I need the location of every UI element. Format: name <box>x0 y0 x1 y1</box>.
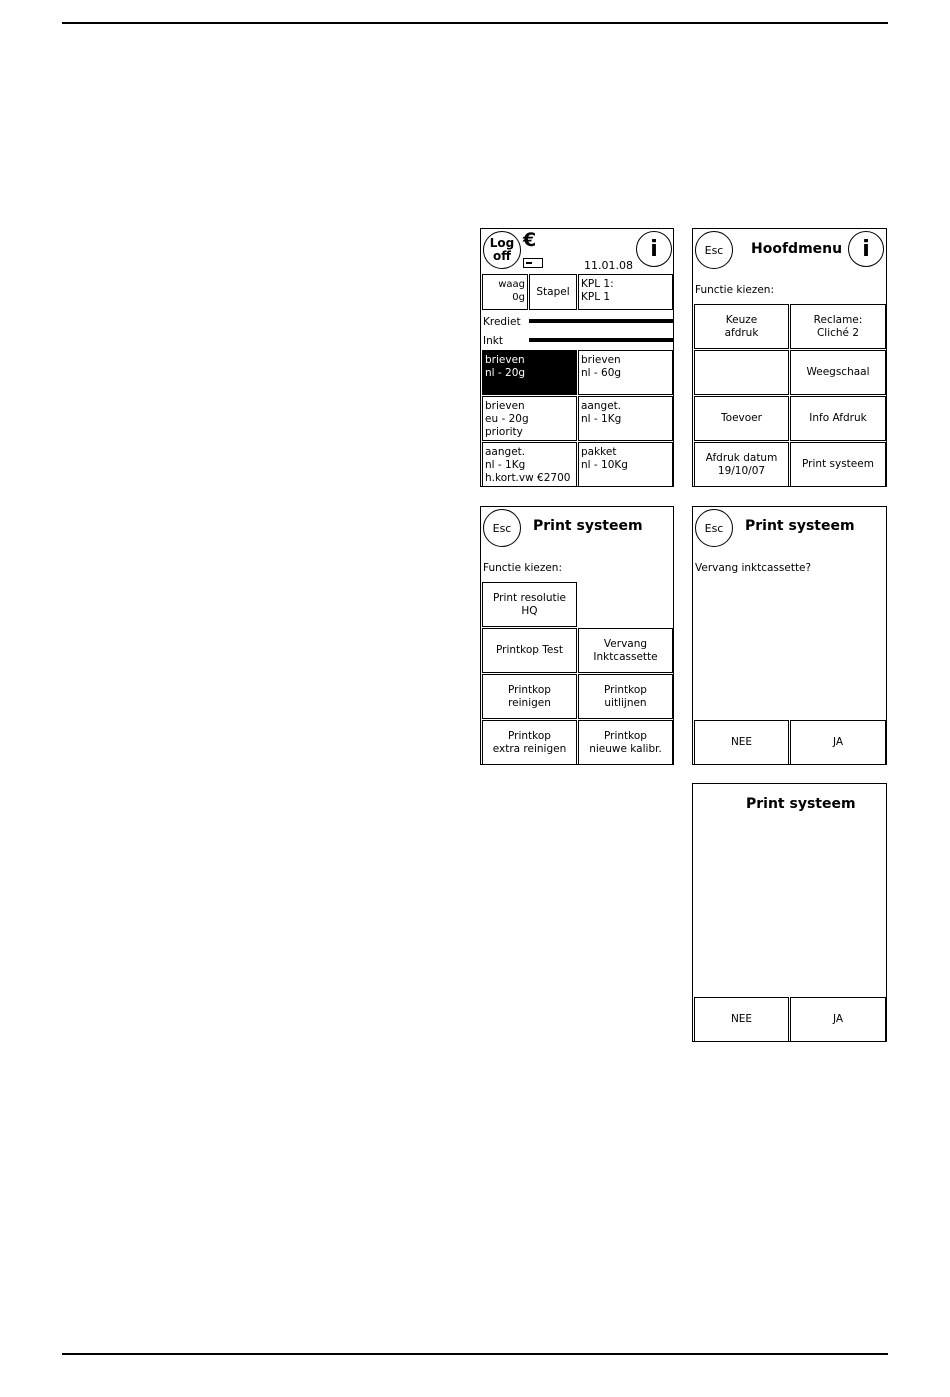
preset-tile[interactable]: aanget. nl - 1Kg h.kort.vw €2700 <box>482 442 577 487</box>
screen-confirm <box>692 783 887 1042</box>
credit-bar <box>529 319 673 323</box>
printhead-test-button[interactable]: Printkop Test <box>482 628 577 673</box>
page-title: Print systeem <box>745 518 855 534</box>
esc-button[interactable] <box>483 509 521 547</box>
esc-label: Esc <box>704 521 724 535</box>
no-button[interactable]: NEE <box>694 720 789 765</box>
feeder-button[interactable]: Toevoer <box>694 396 789 441</box>
print-info-button[interactable]: Info Afdruk <box>790 396 886 441</box>
currency-symbol: € <box>523 229 537 251</box>
bottom-rule <box>62 1353 888 1355</box>
info-icon[interactable]: i <box>848 231 884 267</box>
stack-button[interactable] <box>529 274 577 310</box>
stack-label: Stapel <box>536 285 570 298</box>
preset-tile[interactable]: brieven eu - 20g priority <box>482 396 577 441</box>
esc-label: Esc <box>704 243 724 257</box>
recalibrate-printhead-button[interactable]: Printkop nieuwe kalibr. <box>578 720 673 765</box>
screen-print-system <box>480 506 674 765</box>
preset-tile[interactable]: brieven nl - 20g <box>482 350 577 395</box>
function-prompt: Functie kiezen: <box>483 562 563 574</box>
envelope-icon <box>523 258 543 268</box>
empty-button[interactable] <box>694 350 789 395</box>
ink-label: Inkt <box>483 335 503 347</box>
scale-weight-button[interactable]: waag 0g <box>482 274 528 310</box>
confirm-question: Vervang inktcassette? <box>695 562 812 574</box>
page-title: Print systeem <box>533 518 643 534</box>
yes-button[interactable]: JA <box>790 720 886 765</box>
top-rule <box>62 22 888 24</box>
replace-ink-button[interactable]: Vervang Inktcassette <box>578 628 673 673</box>
page-title: Print systeem <box>746 796 856 812</box>
account-button[interactable]: KPL 1: KPL 1 <box>578 274 673 310</box>
logoff-button[interactable] <box>483 231 521 269</box>
extra-clean-printhead-button[interactable]: Printkop extra reinigen <box>482 720 577 765</box>
esc-button[interactable] <box>695 231 733 269</box>
scale-button[interactable]: Weegschaal <box>790 350 886 395</box>
esc-button[interactable] <box>695 509 733 547</box>
esc-label: Esc <box>492 521 512 535</box>
align-printhead-button[interactable]: Printkop uitlijnen <box>578 674 673 719</box>
print-date-button[interactable]: Afdruk datum 19/10/07 <box>694 442 789 487</box>
advert-button[interactable]: Reclame: Cliché 2 <box>790 304 886 349</box>
preset-tile[interactable]: brieven nl - 60g <box>578 350 673 395</box>
print-resolution-button[interactable]: Print resolutie HQ <box>482 582 577 627</box>
screen-confirm-replace <box>692 506 887 765</box>
preset-tile[interactable]: aanget. nl - 1Kg <box>578 396 673 441</box>
yes-button[interactable]: JA <box>790 997 886 1042</box>
function-prompt: Functie kiezen: <box>695 284 775 296</box>
ink-bar <box>529 338 673 342</box>
screen-home <box>480 228 674 487</box>
preset-tile[interactable]: pakket nl - 10Kg <box>578 442 673 487</box>
logoff-label-line2: off <box>493 249 511 263</box>
logoff-label-line1: Log <box>489 236 515 250</box>
clean-printhead-button[interactable]: Printkop reinigen <box>482 674 577 719</box>
credit-label: Krediet <box>483 316 521 328</box>
info-icon[interactable]: i <box>636 231 672 267</box>
date-display: 11.01.08 <box>584 259 633 272</box>
print-choice-button[interactable]: Keuze afdruk <box>694 304 789 349</box>
page-title: Hoofdmenu <box>751 241 843 257</box>
no-button[interactable]: NEE <box>694 997 789 1042</box>
print-system-button[interactable]: Print systeem <box>790 442 886 487</box>
screen-main-menu <box>692 228 887 487</box>
